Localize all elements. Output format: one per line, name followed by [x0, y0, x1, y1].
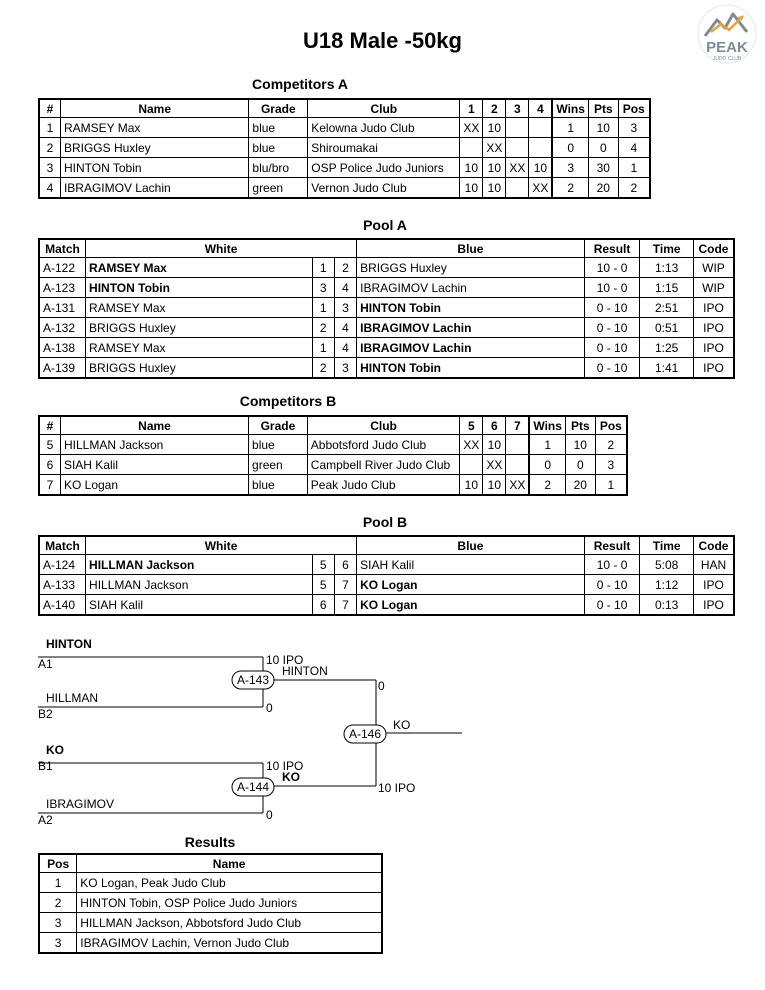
semi1-bottom-name: HILLMAN	[46, 691, 99, 705]
table-row: A-140 SIAH Kalil 6 7 KO Logan 0 - 10 0:13 IPO	[39, 595, 734, 616]
pool-b-title: Pool B	[362, 514, 408, 530]
svg-text:A-144: A-144	[236, 780, 270, 794]
table-header: # Name Grade Club 5 6 7 Wins Pts Pos	[39, 416, 627, 435]
competitors-a-table	[38, 98, 651, 199]
semi1-bottom-seed: B2	[38, 707, 53, 721]
match-a-144-label	[232, 778, 274, 796]
table-header: Match White Blue Result Time Code	[39, 239, 734, 258]
table-row: A-123 HINTON Tobin 3 4 IBRAGIMOV Lachin 10 - 0 1:15 WIP	[39, 278, 734, 298]
table-row: 5 HILLMAN Jackson blue Abbotsford Judo Club XX 10 1 10 2	[39, 435, 627, 455]
semi1-top-seed: A1	[38, 657, 53, 671]
semi2-bottom-score: 0	[266, 808, 273, 822]
competitors-b-table	[38, 415, 628, 496]
svg-text:A-143: A-143	[236, 673, 270, 687]
table-header: Pos Name	[39, 854, 382, 873]
elimination-bracket	[0, 630, 520, 830]
semi1-bottom-score: 0	[266, 701, 273, 715]
table-row: 3 HILLMAN Jackson, Abbotsford Judo Club	[39, 913, 382, 933]
table-row: 3 IBRAGIMOV Lachin, Vernon Judo Club	[39, 933, 382, 954]
competitors-b-title: Competitors B	[239, 393, 337, 409]
pool-a-title: Pool A	[363, 217, 407, 233]
results-title: Results	[184, 834, 236, 850]
table-row: A-133 HILLMAN Jackson 5 7 KO Logan 0 - 10 1:12 IPO	[39, 575, 734, 595]
final-winner: KO	[393, 718, 411, 732]
table-row: A-124 HILLMAN Jackson 5 6 SIAH Kalil 10 - 0 5:08 HAN	[39, 555, 734, 575]
table-header: # Name Grade Club 1 2 3 4 Wins Pts Pos	[39, 99, 650, 118]
results-table	[38, 853, 383, 954]
table-row: A-138 RAMSEY Max 1 4 IBRAGIMOV Lachin 0 - 10 1:25 IPO	[39, 338, 734, 358]
semi2-top-name: KO	[46, 743, 64, 757]
semi1-winner: HINTON	[282, 664, 328, 678]
pool-a-table	[38, 238, 735, 379]
pool-b-table	[38, 535, 735, 616]
final-top-score: 0	[378, 679, 385, 693]
table-row: 7 KO Logan blue Peak Judo Club 10 10 XX 2 20 1	[39, 475, 627, 496]
match-a-143-label	[232, 671, 274, 689]
final-bottom-score: 10 IPO	[378, 781, 416, 795]
page-title: U18 Male -50kg	[303, 28, 462, 53]
semi2-winner: KO	[282, 770, 300, 784]
svg-text:A-146: A-146	[348, 727, 382, 741]
semi2-bottom-seed: A2	[38, 813, 53, 827]
table-row: A-131 RAMSEY Max 1 3 HINTON Tobin 0 - 10 2:51 IPO	[39, 298, 734, 318]
peak-judo-logo	[697, 2, 757, 72]
competitors-a-title: Competitors A	[252, 76, 348, 92]
mountain-icon	[697, 2, 757, 72]
table-row: 1 RAMSEY Max blue Kelowna Judo Club XX 10 1 10 3	[39, 118, 650, 138]
table-row: 2 BRIGGS Huxley blue Shiroumakai XX 0 0 4	[39, 138, 650, 158]
table-row: A-139 BRIGGS Huxley 2 3 HINTON Tobin 0 - 10 1:41 IPO	[39, 358, 734, 379]
table-row: A-122 RAMSEY Max 1 2 BRIGGS Huxley 10 - 0 1:13 WIP	[39, 258, 734, 278]
svg-text:PEAK: PEAK	[706, 39, 748, 56]
semi2-top-score: 10 IPO	[266, 759, 304, 773]
table-row: 4 IBRAGIMOV Lachin green Vernon Judo Club 10 10 XX 2 20 2	[39, 178, 650, 199]
semi1-top-name: HINTON	[46, 637, 92, 651]
table-row: 6 SIAH Kalil green Campbell River Judo Club XX 0 0 3	[39, 455, 627, 475]
table-row: 3 HINTON Tobin blu/bro OSP Police Judo Juniors 10 10 XX 10 3 30 1	[39, 158, 650, 178]
semi2-bottom-name: IBRAGIMOV	[46, 797, 115, 811]
semi2-top-seed: B1	[38, 759, 53, 773]
table-row: A-132 BRIGGS Huxley 2 4 IBRAGIMOV Lachin 0 - 10 0:51 IPO	[39, 318, 734, 338]
match-a-146-label	[344, 725, 386, 743]
table-row: 1 KO Logan, Peak Judo Club	[39, 873, 382, 893]
svg-text:JUDO CLUB: JUDO CLUB	[712, 56, 742, 62]
table-row: 2 HINTON Tobin, OSP Police Judo Juniors	[39, 893, 382, 913]
table-header: Match White Blue Result Time Code	[39, 536, 734, 555]
semi1-top-score: 10 IPO	[266, 653, 304, 667]
